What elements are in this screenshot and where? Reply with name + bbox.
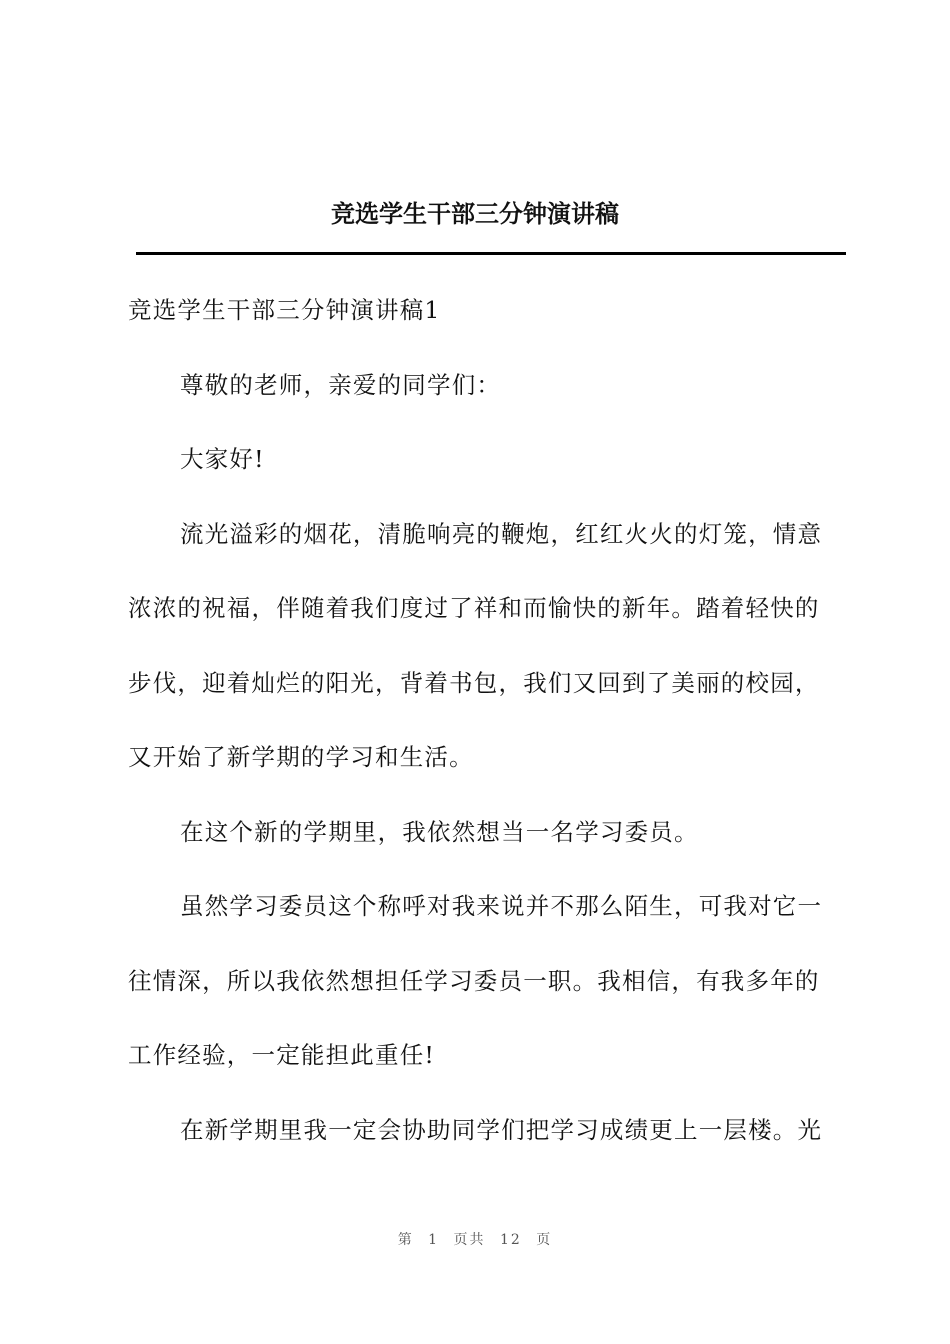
hello-line: 大家好! <box>180 445 265 473</box>
paragraph-line: 工作经验，一定能担此重任! <box>128 1041 436 1069</box>
greeting-line: 尊敬的老师，亲爱的同学们： <box>180 370 502 399</box>
paragraph-line: 流光溢彩的烟花，清脆响亮的鞭炮，红红火火的灯笼，情意 <box>180 519 823 548</box>
paragraph-line: 步伐，迎着灿烂的阳光，背着书包，我们又回到了美丽的校园， <box>128 668 820 697</box>
paragraph-line: 浓浓的祝福，伴随着我们度过了祥和而愉快的新年。踏着轻快的 <box>128 594 820 622</box>
paragraph-line: 虽然学习委员这个称呼对我来说并不那么陌生，可我对它一 <box>180 892 823 920</box>
paragraph-line: 在这个新的学期里，我依然想当一名学习委员。 <box>180 817 699 846</box>
paragraph-line: 又开始了新学期的学习和生活。 <box>128 743 474 771</box>
paragraph-line: 往情深，所以我依然想担任学习委员一职。我相信，有我多年的 <box>128 966 820 995</box>
page-number: 第 1 页共 12 页 <box>397 1232 553 1248</box>
paragraph-line: 在新学期里我一定会协助同学们把学习成绩更上一层楼。光 <box>180 1115 823 1144</box>
document-title: 竞选学生干部三分钟演讲稿 <box>331 199 619 228</box>
section-heading: 竞选学生干部三分钟演讲稿1 <box>128 296 441 324</box>
title-underline <box>136 252 846 255</box>
document-body <box>128 273 844 1167</box>
